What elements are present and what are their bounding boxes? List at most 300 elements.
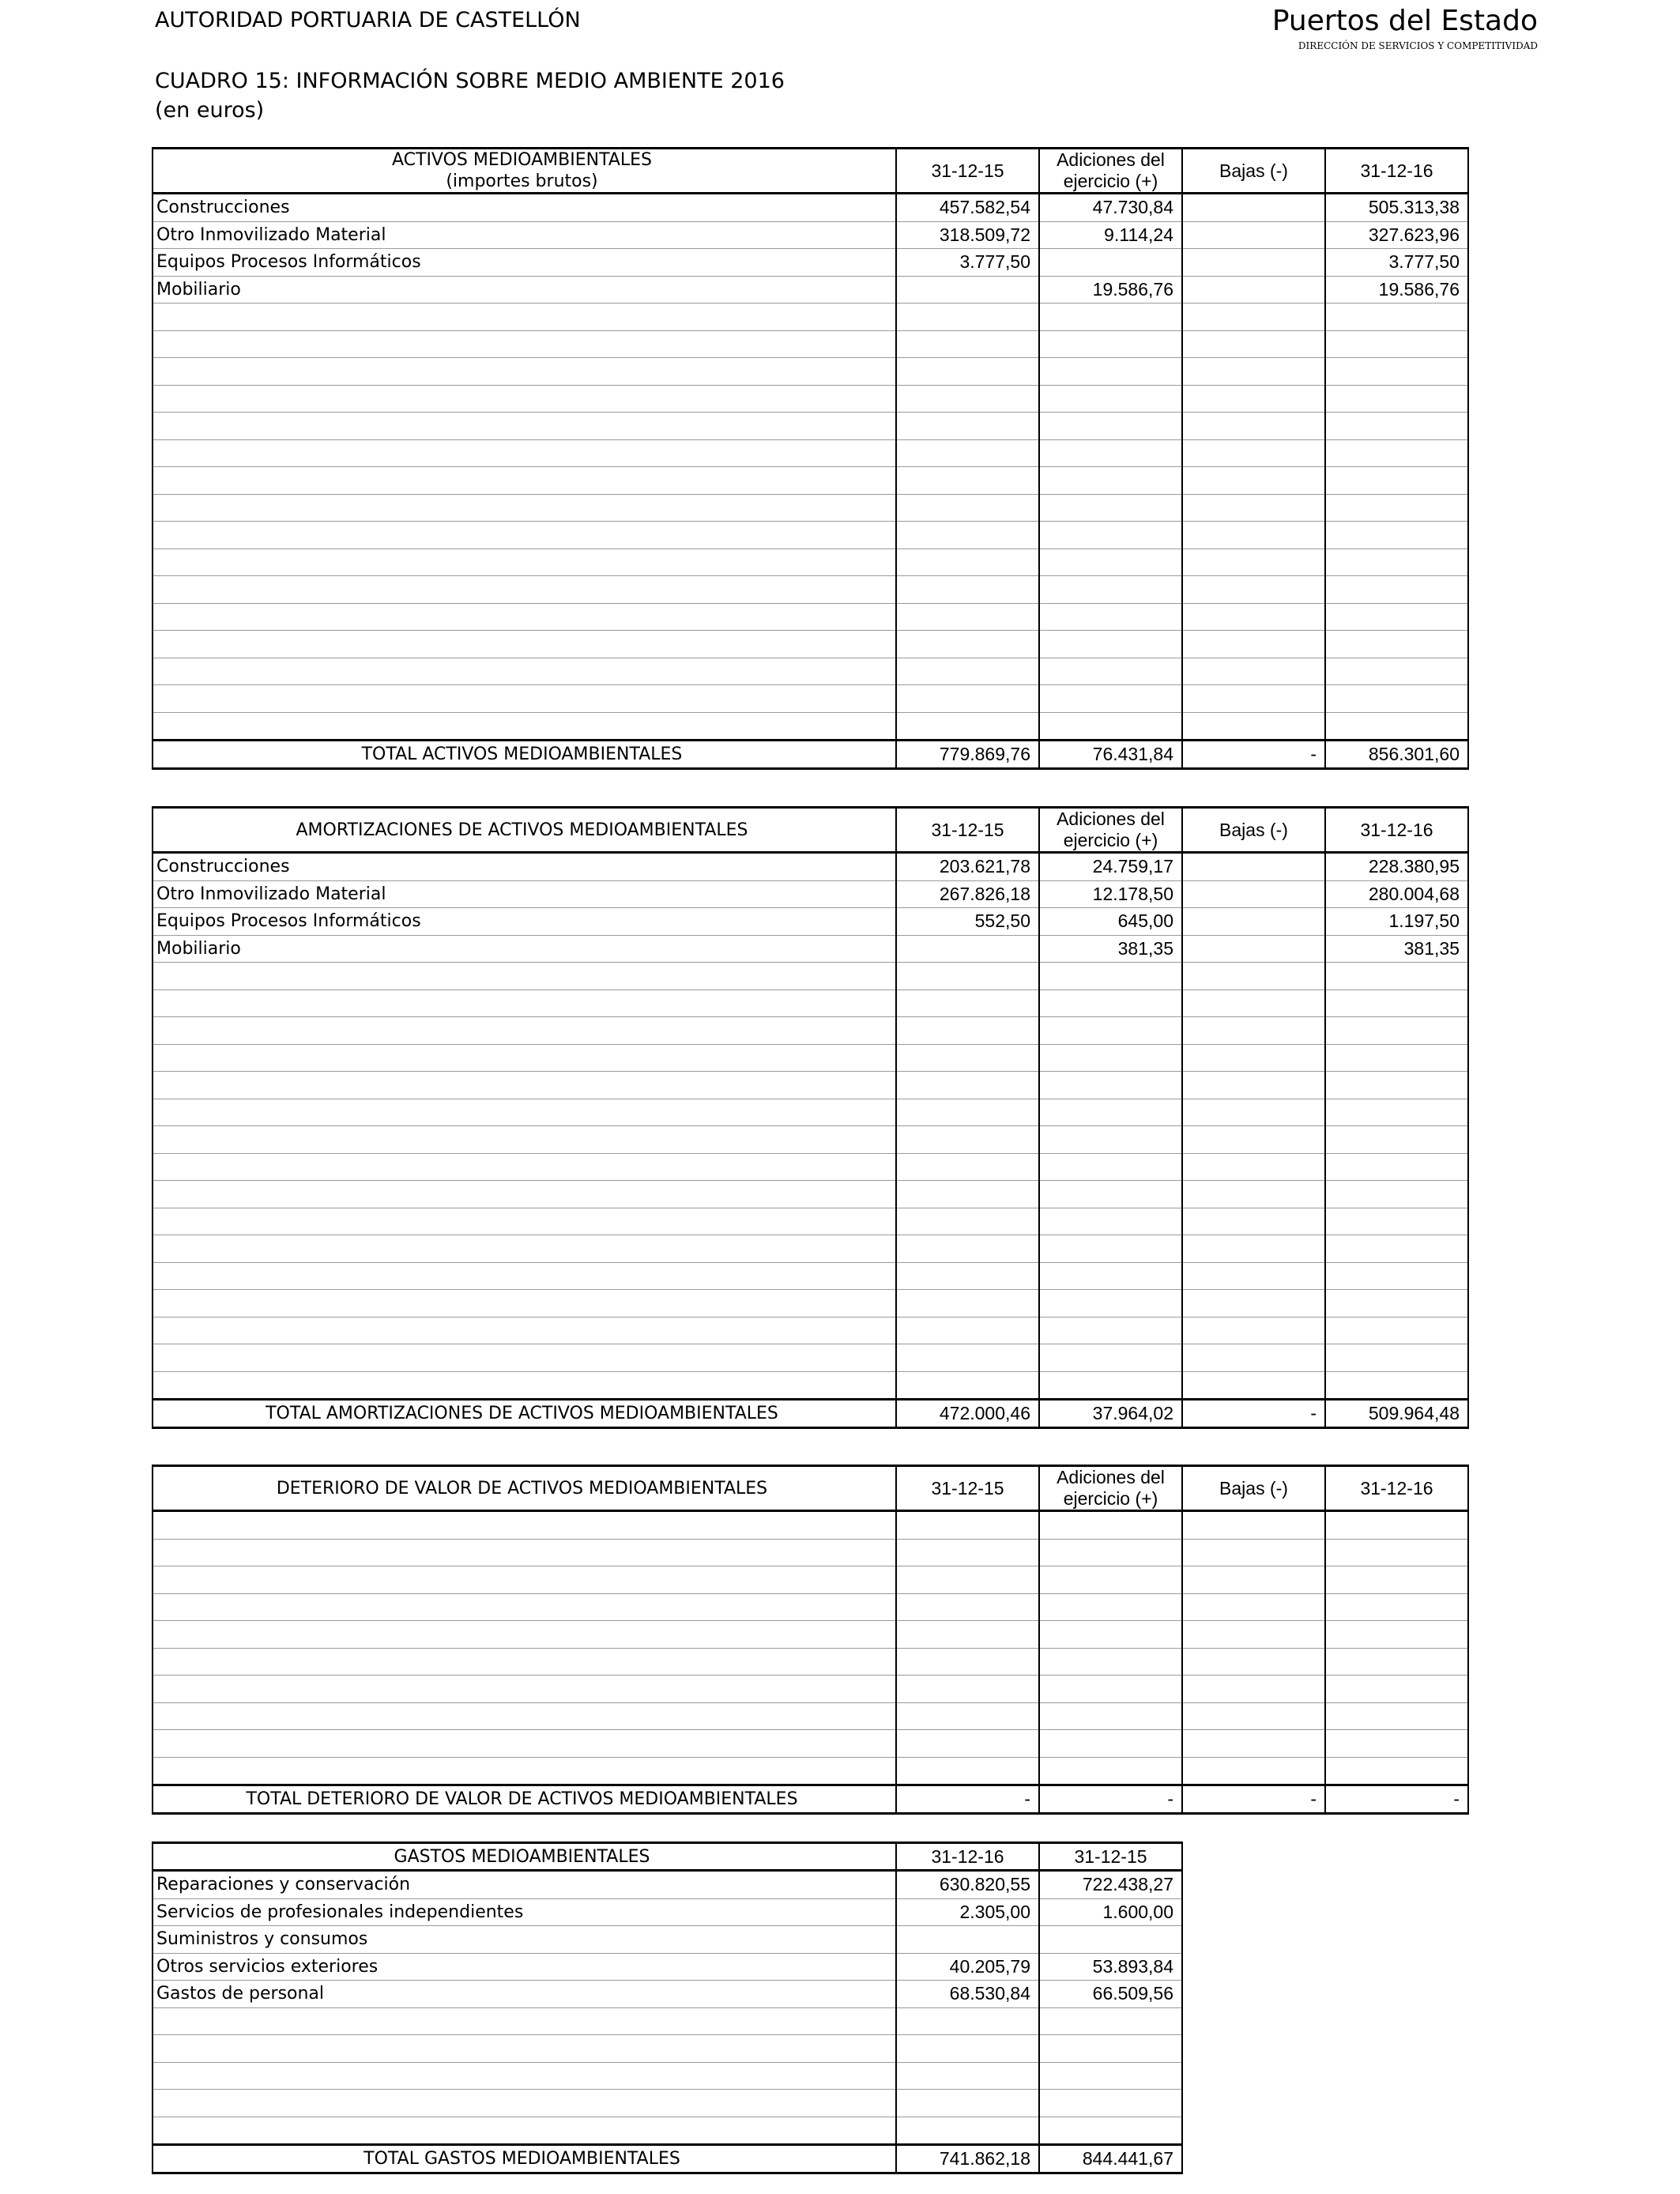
row-value bbox=[896, 358, 1039, 386]
table-row bbox=[153, 439, 1468, 467]
row-value bbox=[896, 631, 1039, 658]
table-header bbox=[153, 1466, 1468, 1511]
row-value bbox=[1182, 330, 1325, 358]
row-label bbox=[153, 1593, 896, 1621]
row-value bbox=[1039, 1730, 1182, 1758]
table-row bbox=[153, 385, 1468, 413]
row-value bbox=[1039, 712, 1182, 741]
row-value bbox=[1039, 249, 1182, 277]
row-value bbox=[1182, 1371, 1325, 1400]
row-value bbox=[896, 1371, 1039, 1400]
table-row bbox=[153, 413, 1468, 440]
row-value bbox=[1182, 853, 1325, 881]
row-value: 457.582,54 bbox=[896, 194, 1039, 222]
row-value bbox=[1182, 1676, 1325, 1703]
row-label bbox=[153, 2062, 896, 2090]
row-value: 2.305,00 bbox=[896, 1898, 1039, 1926]
row-value bbox=[1182, 522, 1325, 549]
row-value bbox=[1182, 1126, 1325, 1154]
row-value bbox=[1039, 1017, 1182, 1045]
row-value bbox=[896, 963, 1039, 990]
row-value bbox=[1182, 1621, 1325, 1649]
row-label bbox=[153, 330, 896, 358]
row-label bbox=[153, 1566, 896, 1594]
table-row bbox=[153, 2090, 1182, 2117]
row-value bbox=[1325, 385, 1468, 413]
header-col-5: 31-12-16 bbox=[1325, 149, 1468, 194]
row-value bbox=[1325, 1099, 1468, 1126]
row-value: 280.004,68 bbox=[1325, 880, 1468, 908]
row-value bbox=[1182, 1317, 1325, 1344]
row-value bbox=[1325, 1153, 1468, 1181]
row-label bbox=[153, 358, 896, 386]
row-label bbox=[153, 1539, 896, 1566]
row-value: 381,35 bbox=[1039, 935, 1182, 963]
row-value bbox=[1325, 658, 1468, 685]
row-value bbox=[896, 1317, 1039, 1344]
row-label bbox=[153, 2090, 896, 2117]
row-value bbox=[1325, 963, 1468, 990]
row-value bbox=[1039, 1153, 1182, 1181]
header-col-2: 31-12-16 bbox=[896, 1843, 1039, 1871]
row-value bbox=[896, 1126, 1039, 1154]
row-value bbox=[896, 2007, 1039, 2035]
table-row bbox=[153, 1099, 1468, 1126]
row-value bbox=[1039, 990, 1182, 1017]
total-value: 37.964,02 bbox=[1039, 1400, 1182, 1428]
table-row bbox=[153, 2007, 1182, 2035]
row-value bbox=[1182, 1702, 1325, 1730]
row-value bbox=[1039, 303, 1182, 331]
row-value bbox=[1039, 1676, 1182, 1703]
table-row bbox=[153, 1926, 1182, 1954]
row-value bbox=[1039, 1539, 1182, 1566]
row-label bbox=[153, 494, 896, 522]
row-value bbox=[1039, 548, 1182, 576]
table-row bbox=[153, 1981, 1182, 2008]
total-value: 844.441,67 bbox=[1039, 2145, 1182, 2173]
row-value bbox=[1039, 522, 1182, 549]
row-value bbox=[896, 603, 1039, 631]
table-row bbox=[153, 1702, 1468, 1730]
total-value: 779.869,76 bbox=[896, 741, 1039, 769]
brand-name: Puertos del Estado bbox=[1271, 5, 1538, 37]
row-value bbox=[1325, 1730, 1468, 1758]
row-value bbox=[1039, 1208, 1182, 1235]
row-value bbox=[1182, 303, 1325, 331]
amortizaciones-table bbox=[152, 806, 1469, 1429]
row-value bbox=[1182, 908, 1325, 936]
row-label bbox=[153, 685, 896, 713]
total-label: TOTAL AMORTIZACIONES DE ACTIVOS MEDIOAMBIENTALES bbox=[153, 1400, 896, 1428]
row-value bbox=[1325, 548, 1468, 576]
table-row bbox=[153, 1317, 1468, 1344]
row-label bbox=[153, 439, 896, 467]
table-row bbox=[153, 1676, 1468, 1703]
row-value bbox=[1325, 990, 1468, 1017]
row-value bbox=[1325, 1017, 1468, 1045]
row-value bbox=[1182, 1235, 1325, 1263]
row-label bbox=[153, 1126, 896, 1154]
table-header bbox=[153, 808, 1468, 853]
table-row bbox=[153, 1511, 1468, 1540]
row-value bbox=[1325, 1126, 1468, 1154]
row-value bbox=[1182, 385, 1325, 413]
row-value bbox=[896, 1072, 1039, 1099]
row-value bbox=[1325, 576, 1468, 604]
row-value bbox=[1039, 1593, 1182, 1621]
row-value: 267.826,18 bbox=[896, 880, 1039, 908]
row-label bbox=[153, 1262, 896, 1290]
table-row bbox=[153, 603, 1468, 631]
row-value bbox=[1325, 358, 1468, 386]
row-value: 19.586,76 bbox=[1039, 276, 1182, 303]
row-value bbox=[1182, 1344, 1325, 1372]
row-value bbox=[1325, 439, 1468, 467]
row-value bbox=[1039, 385, 1182, 413]
row-value bbox=[1325, 413, 1468, 440]
row-value bbox=[896, 522, 1039, 549]
row-value bbox=[1325, 1044, 1468, 1072]
table-row bbox=[153, 880, 1468, 908]
table-row bbox=[153, 1648, 1468, 1676]
document-title bbox=[155, 66, 785, 125]
row-value bbox=[1039, 467, 1182, 495]
row-value bbox=[1182, 358, 1325, 386]
row-value bbox=[896, 576, 1039, 604]
row-label bbox=[153, 385, 896, 413]
total-label: TOTAL GASTOS MEDIOAMBIENTALES bbox=[153, 2145, 896, 2173]
row-value bbox=[896, 2035, 1039, 2063]
row-label: Servicios de profesionales independientes bbox=[153, 1898, 896, 1926]
row-value bbox=[1182, 1208, 1325, 1235]
table-header bbox=[153, 149, 1468, 194]
row-value: 47.730,84 bbox=[1039, 194, 1182, 222]
row-value bbox=[896, 1621, 1039, 1649]
row-label bbox=[153, 1208, 896, 1235]
units-note: (en euros) bbox=[155, 98, 265, 123]
row-label bbox=[153, 522, 896, 549]
total-label: TOTAL ACTIVOS MEDIOAMBIENTALES bbox=[153, 741, 896, 769]
activos-table bbox=[152, 147, 1469, 770]
row-value bbox=[1325, 1757, 1468, 1785]
row-value bbox=[1325, 1262, 1468, 1290]
row-value bbox=[1182, 1044, 1325, 1072]
row-value: 40.205,79 bbox=[896, 1953, 1039, 1981]
row-value bbox=[1039, 1344, 1182, 1372]
row-label bbox=[153, 1099, 896, 1126]
row-label bbox=[153, 658, 896, 685]
header-col-2: 31-12-15 bbox=[896, 1466, 1039, 1511]
row-value bbox=[1182, 1648, 1325, 1676]
row-value bbox=[896, 2090, 1039, 2117]
table-row bbox=[153, 853, 1468, 881]
row-value bbox=[1182, 1072, 1325, 1099]
total-value: - bbox=[1039, 1785, 1182, 1814]
row-value bbox=[1039, 1317, 1182, 1344]
row-value bbox=[1039, 1044, 1182, 1072]
row-label bbox=[153, 1044, 896, 1072]
header-col-2: 31-12-15 bbox=[896, 808, 1039, 853]
table-row bbox=[153, 1871, 1182, 1899]
row-value: 12.178,50 bbox=[1039, 880, 1182, 908]
row-value bbox=[1039, 658, 1182, 685]
row-label bbox=[153, 548, 896, 576]
total-value: - bbox=[1325, 1785, 1468, 1814]
row-value bbox=[1325, 712, 1468, 741]
row-label bbox=[153, 2007, 896, 2035]
table-row bbox=[153, 1898, 1182, 1926]
row-value bbox=[1039, 1099, 1182, 1126]
row-value: 381,35 bbox=[1325, 935, 1468, 963]
table-row bbox=[153, 685, 1468, 713]
row-value bbox=[896, 1290, 1039, 1318]
total-row bbox=[153, 2145, 1182, 2173]
row-label bbox=[153, 2035, 896, 2063]
row-value bbox=[896, 1676, 1039, 1703]
row-value bbox=[1182, 685, 1325, 713]
row-value bbox=[1182, 1539, 1325, 1566]
table-row bbox=[153, 1593, 1468, 1621]
table-row bbox=[153, 1126, 1468, 1154]
header-col-4: Bajas (-) bbox=[1182, 149, 1325, 194]
table-row bbox=[153, 494, 1468, 522]
row-value bbox=[1182, 1181, 1325, 1208]
row-label bbox=[153, 603, 896, 631]
header-concept: DETERIORO DE VALOR DE ACTIVOS MEDIOAMBIENTALES bbox=[153, 1466, 896, 1511]
table-row bbox=[153, 963, 1468, 990]
row-value bbox=[1039, 330, 1182, 358]
table-row bbox=[153, 1344, 1468, 1372]
row-value: 318.509,72 bbox=[896, 221, 1039, 249]
table-row bbox=[153, 1044, 1468, 1072]
row-value bbox=[1325, 1235, 1468, 1263]
row-label: Mobiliario bbox=[153, 935, 896, 963]
table-row bbox=[153, 1621, 1468, 1649]
row-value bbox=[1039, 631, 1182, 658]
row-value bbox=[1039, 2007, 1182, 2035]
row-value bbox=[1325, 1511, 1468, 1540]
row-value: 53.893,84 bbox=[1039, 1953, 1182, 1981]
row-value bbox=[1039, 685, 1182, 713]
row-label bbox=[153, 963, 896, 990]
row-value bbox=[1182, 1511, 1325, 1540]
page-title: CUADRO 15: INFORMACIÓN SOBRE MEDIO AMBIENTE 2016 bbox=[155, 69, 785, 93]
row-value bbox=[1325, 685, 1468, 713]
row-value bbox=[1039, 439, 1182, 467]
row-value bbox=[1039, 2090, 1182, 2117]
row-value bbox=[1039, 1757, 1182, 1785]
row-value bbox=[1039, 2062, 1182, 2090]
table-row bbox=[153, 358, 1468, 386]
row-value bbox=[896, 1539, 1039, 1566]
header-col-4: Bajas (-) bbox=[1182, 808, 1325, 853]
row-label bbox=[153, 631, 896, 658]
row-label bbox=[153, 1153, 896, 1181]
table-row bbox=[153, 522, 1468, 549]
row-value bbox=[896, 935, 1039, 963]
row-label: Reparaciones y conservación bbox=[153, 1871, 896, 1899]
row-value bbox=[896, 413, 1039, 440]
row-label: Mobiliario bbox=[153, 276, 896, 303]
table-row bbox=[153, 990, 1468, 1017]
row-value: 552,50 bbox=[896, 908, 1039, 936]
row-label bbox=[153, 1621, 896, 1649]
header-concept: ACTIVOS MEDIOAMBIENTALES (importes brutos) bbox=[153, 149, 896, 194]
row-value bbox=[1039, 1072, 1182, 1099]
row-label bbox=[153, 413, 896, 440]
total-value: - bbox=[1182, 1400, 1325, 1428]
row-value bbox=[896, 548, 1039, 576]
row-value bbox=[896, 1511, 1039, 1540]
row-value bbox=[1325, 1208, 1468, 1235]
row-label: Otro Inmovilizado Material bbox=[153, 221, 896, 249]
row-value bbox=[896, 330, 1039, 358]
header-concept: GASTOS MEDIOAMBIENTALES bbox=[153, 1843, 896, 1871]
total-value: 741.862,18 bbox=[896, 2145, 1039, 2173]
total-row bbox=[153, 1785, 1468, 1814]
table-row bbox=[153, 303, 1468, 331]
table-row bbox=[153, 2062, 1182, 2090]
row-value bbox=[1182, 1262, 1325, 1290]
row-value bbox=[1039, 494, 1182, 522]
row-value bbox=[1182, 1099, 1325, 1126]
header-col-3: Adiciones del ejercicio (+) bbox=[1039, 808, 1182, 853]
row-value bbox=[896, 1262, 1039, 1290]
row-value bbox=[1182, 221, 1325, 249]
table-row bbox=[153, 576, 1468, 604]
row-value bbox=[1039, 576, 1182, 604]
row-value bbox=[896, 1099, 1039, 1126]
row-value bbox=[1325, 467, 1468, 495]
table-row bbox=[153, 330, 1468, 358]
row-value bbox=[896, 658, 1039, 685]
table-row bbox=[153, 1290, 1468, 1318]
row-value bbox=[896, 2117, 1039, 2145]
row-value: 24.759,17 bbox=[1039, 853, 1182, 881]
row-label bbox=[153, 467, 896, 495]
row-value bbox=[1325, 1676, 1468, 1703]
table-row bbox=[153, 221, 1468, 249]
table-row bbox=[153, 194, 1468, 222]
total-value: - bbox=[1182, 1785, 1325, 1814]
row-label bbox=[153, 1344, 896, 1372]
row-value bbox=[1039, 1290, 1182, 1318]
row-value bbox=[1039, 963, 1182, 990]
row-label bbox=[153, 712, 896, 741]
table-row bbox=[153, 935, 1468, 963]
row-label bbox=[153, 1017, 896, 1045]
row-value: 505.313,38 bbox=[1325, 194, 1468, 222]
row-label: Equipos Procesos Informáticos bbox=[153, 908, 896, 936]
table-row bbox=[153, 1262, 1468, 1290]
row-value bbox=[1039, 1511, 1182, 1540]
row-value: 327.623,96 bbox=[1325, 221, 1468, 249]
row-value bbox=[1182, 1757, 1325, 1785]
row-value bbox=[896, 685, 1039, 713]
row-value bbox=[1325, 1344, 1468, 1372]
row-value: 66.509,56 bbox=[1039, 1981, 1182, 2008]
row-value bbox=[1325, 1290, 1468, 1318]
table-row bbox=[153, 1730, 1468, 1758]
row-value bbox=[896, 1153, 1039, 1181]
header-col-5: 31-12-16 bbox=[1325, 808, 1468, 853]
table-row bbox=[153, 1181, 1468, 1208]
table-row bbox=[153, 1153, 1468, 1181]
total-label: TOTAL DETERIORO DE VALOR DE ACTIVOS MEDIOAMBIENTALES bbox=[153, 1785, 896, 1814]
row-value bbox=[1039, 413, 1182, 440]
row-value bbox=[1039, 2117, 1182, 2145]
row-value bbox=[1182, 494, 1325, 522]
row-label bbox=[153, 990, 896, 1017]
header-col-4: Bajas (-) bbox=[1182, 1466, 1325, 1511]
row-value bbox=[1182, 576, 1325, 604]
row-value: 1.600,00 bbox=[1039, 1898, 1182, 1926]
row-value bbox=[1182, 1730, 1325, 1758]
row-value: 68.530,84 bbox=[896, 1981, 1039, 2008]
row-value bbox=[1325, 1593, 1468, 1621]
row-value bbox=[896, 385, 1039, 413]
row-value bbox=[1325, 603, 1468, 631]
row-label bbox=[153, 1730, 896, 1758]
row-value bbox=[896, 712, 1039, 741]
row-label bbox=[153, 303, 896, 331]
row-value bbox=[1182, 1017, 1325, 1045]
total-row bbox=[153, 1400, 1468, 1428]
header-concept: AMORTIZACIONES DE ACTIVOS MEDIOAMBIENTALES bbox=[153, 808, 896, 853]
row-value: 1.197,50 bbox=[1325, 908, 1468, 936]
row-value bbox=[1325, 631, 1468, 658]
row-value bbox=[1182, 439, 1325, 467]
row-value bbox=[896, 1044, 1039, 1072]
row-value bbox=[1325, 1702, 1468, 1730]
row-value bbox=[1039, 1566, 1182, 1594]
row-value bbox=[1182, 1593, 1325, 1621]
total-value: - bbox=[896, 1785, 1039, 1814]
organization-name: AUTORIDAD PORTUARIA DE CASTELLÓN bbox=[155, 8, 581, 32]
row-value bbox=[1325, 330, 1468, 358]
row-label: Otros servicios exteriores bbox=[153, 1953, 896, 1981]
total-value: 856.301,60 bbox=[1325, 741, 1468, 769]
table-row bbox=[153, 2035, 1182, 2063]
row-value bbox=[1325, 1648, 1468, 1676]
row-value bbox=[1039, 1648, 1182, 1676]
row-value bbox=[1182, 249, 1325, 277]
row-value bbox=[1182, 603, 1325, 631]
row-value bbox=[1182, 880, 1325, 908]
row-label bbox=[153, 2117, 896, 2145]
row-value bbox=[1182, 1290, 1325, 1318]
table-row bbox=[153, 249, 1468, 277]
row-value bbox=[1325, 303, 1468, 331]
row-label bbox=[153, 1511, 896, 1540]
row-label bbox=[153, 576, 896, 604]
table-row bbox=[153, 1757, 1468, 1785]
row-value bbox=[1039, 603, 1182, 631]
row-value bbox=[1039, 1926, 1182, 1954]
table-header bbox=[153, 1843, 1182, 1871]
row-value bbox=[1182, 963, 1325, 990]
row-value bbox=[1182, 1153, 1325, 1181]
table-row bbox=[153, 908, 1468, 936]
row-value bbox=[1325, 1317, 1468, 1344]
row-label: Construcciones bbox=[153, 853, 896, 881]
row-label bbox=[153, 1676, 896, 1703]
row-value bbox=[1325, 1181, 1468, 1208]
row-value bbox=[896, 1566, 1039, 1594]
row-value bbox=[1182, 276, 1325, 303]
row-value bbox=[896, 439, 1039, 467]
